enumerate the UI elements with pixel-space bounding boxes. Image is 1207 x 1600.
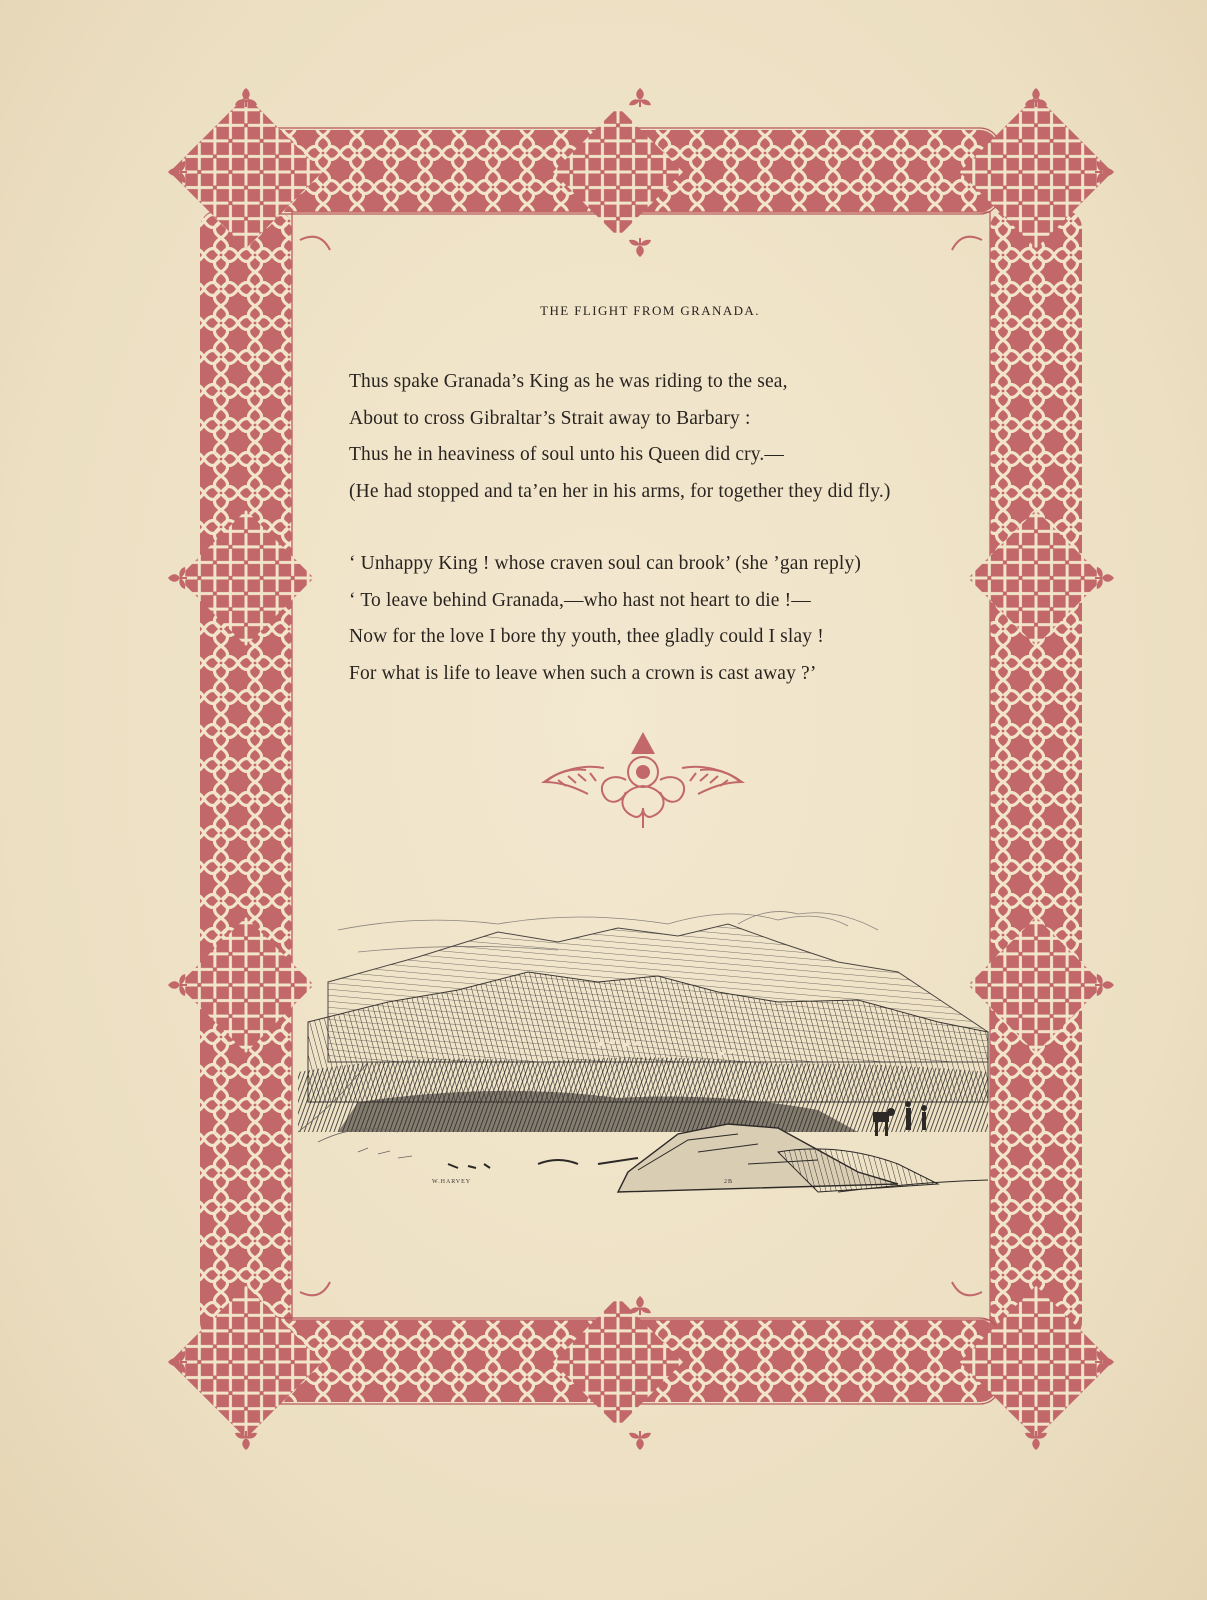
engraving-number: 2B bbox=[724, 1179, 734, 1185]
verse-line: For what is life to leave when such a crown is cast away ?’ bbox=[349, 662, 817, 684]
landscape-engraving bbox=[298, 902, 998, 1206]
ornament-icon bbox=[538, 728, 748, 832]
verse-line: (He had stopped and ta’en her in his arms, for together they did fly.) bbox=[349, 480, 891, 502]
engraver-signature: W.HARVEY bbox=[432, 1179, 472, 1185]
stanza-1 bbox=[349, 364, 891, 510]
verse-line: ‘ To leave behind Granada,—who hast not heart to die !— bbox=[349, 589, 811, 611]
poem-title: THE FLIGHT FROM GRANADA. bbox=[540, 303, 760, 318]
verse-line: Now for the love I bore thy youth, thee gladly could I slay ! bbox=[349, 626, 824, 648]
stanza-2 bbox=[349, 546, 861, 692]
verse-line: About to cross Gibraltar’s Strait away to Barbary : bbox=[349, 407, 751, 429]
verse-line: Thus he in heaviness of soul unto his Queen did cry.— bbox=[349, 444, 785, 466]
verse-line: ‘ Unhappy King ! whose craven soul can brook’ (she ’gan reply) bbox=[349, 553, 861, 574]
verse-line: Thus spake Granada’s King as he was riding to the sea, bbox=[349, 371, 788, 392]
